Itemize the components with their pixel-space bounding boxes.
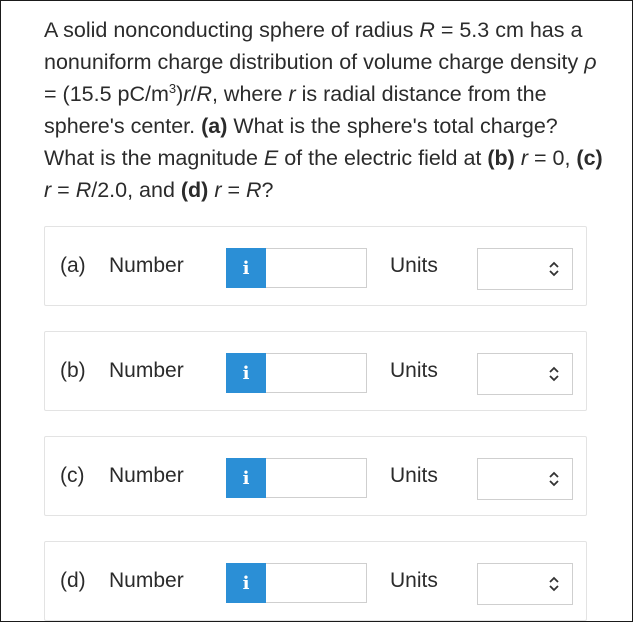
info-button[interactable] xyxy=(226,248,266,288)
units-select-d[interactable] xyxy=(477,563,573,605)
number-input-b[interactable] xyxy=(266,353,367,393)
info-icon: i xyxy=(242,572,250,594)
part-label: (b) xyxy=(60,359,86,382)
info-button[interactable] xyxy=(226,353,266,393)
units-select-b[interactable] xyxy=(477,353,573,395)
units-select-a[interactable] xyxy=(477,248,573,290)
info-icon: i xyxy=(242,257,250,279)
answer-card-a xyxy=(44,226,587,306)
chevron-updown-icon xyxy=(548,259,560,279)
number-label: Number xyxy=(109,254,184,277)
answer-card-d xyxy=(44,541,587,621)
number-label: Number xyxy=(109,569,184,592)
number-input-c[interactable] xyxy=(266,458,367,498)
chevron-updown-icon xyxy=(548,574,560,594)
units-label: Units xyxy=(390,569,438,592)
part-label: (a) xyxy=(60,254,86,277)
info-button[interactable] xyxy=(226,458,266,498)
info-button[interactable] xyxy=(226,563,266,603)
units-select-c[interactable] xyxy=(477,458,573,500)
units-label: Units xyxy=(390,254,438,277)
number-input-a[interactable] xyxy=(266,248,367,288)
part-label: (d) xyxy=(60,569,86,592)
number-label: Number xyxy=(109,359,184,382)
answer-card-b xyxy=(44,331,587,411)
units-label: Units xyxy=(390,359,438,382)
question-text: A solid nonconducting sphere of radius R = 5.3 cm has a nonuniform charge distribution of volume charge density ρ = (15.5 $pC/m^3)r/R$, where r is radial distance from the sphere's center. (a) What is the sphere's total charge? What is the magnitude E of the electric ﬁeld at (b) r = 0, (c) r = R/2.0, and (d) r = R? xyxy=(44,18,603,202)
part-label: (c) xyxy=(60,464,85,487)
info-icon: i xyxy=(242,362,250,384)
number-label: Number xyxy=(109,464,184,487)
chevron-updown-icon xyxy=(548,364,560,384)
chevron-updown-icon xyxy=(548,469,560,489)
answer-card-c xyxy=(44,436,587,516)
units-label: Units xyxy=(390,464,438,487)
number-input-d[interactable] xyxy=(266,563,367,603)
info-icon: i xyxy=(242,467,250,489)
